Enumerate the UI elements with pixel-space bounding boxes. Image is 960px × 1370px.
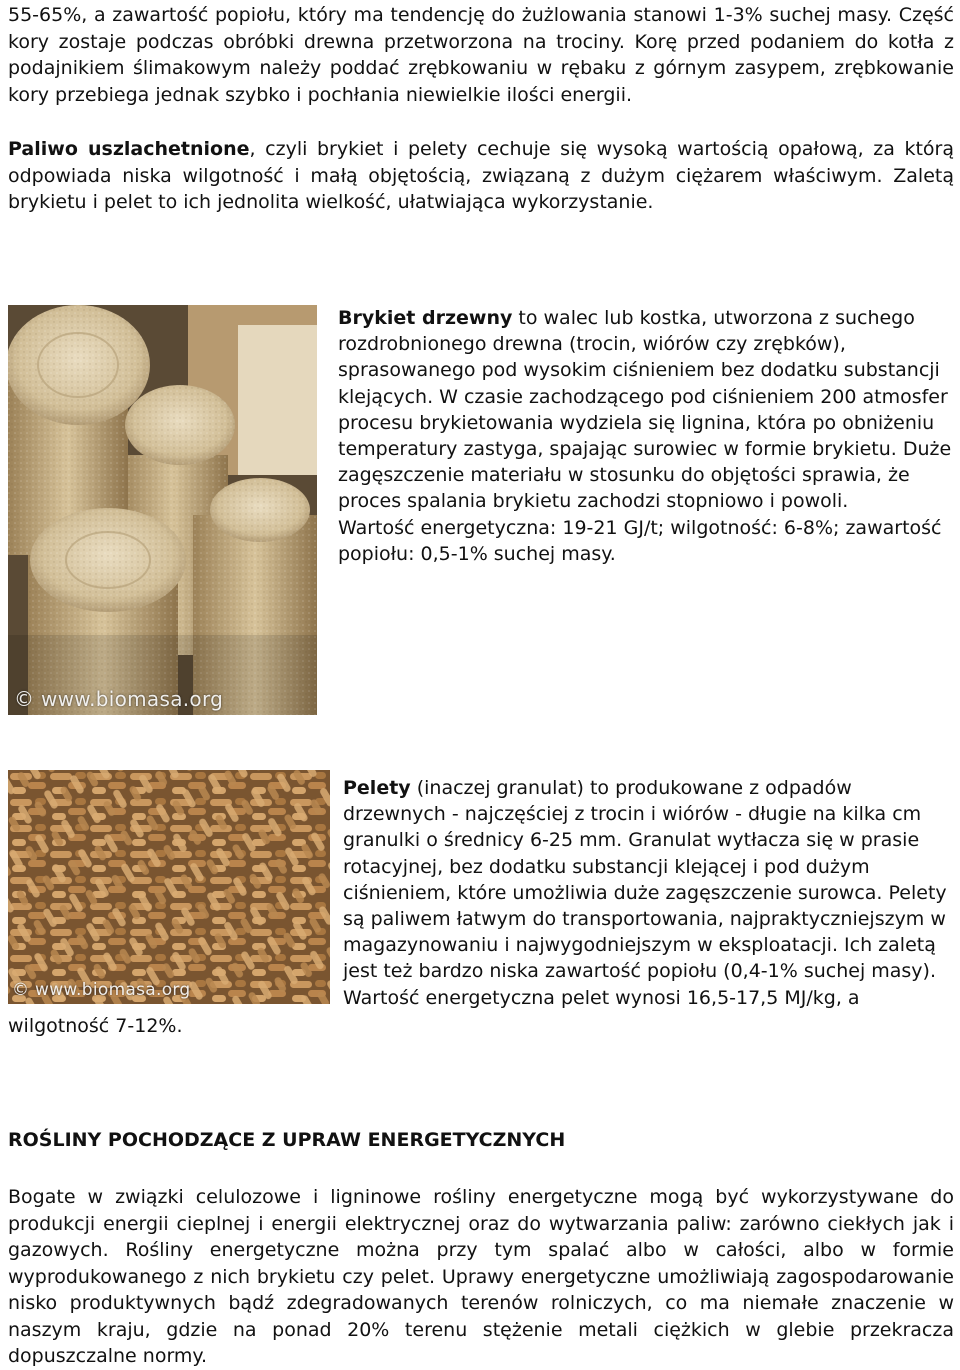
paragraph-refined-fuel xyxy=(8,136,954,216)
briquette-term: Brykiet drzewny xyxy=(338,307,513,329)
pellet-term: Pelety xyxy=(343,777,411,799)
paragraph-bark: 55-65%, a zawartość popiołu, który ma tendencję do żużlowania stanowi 1-3% suchej masy. Część kory zostaje podczas obróbki drewna przetworzona na trociny. Korę przed podaniem do kotła z podajnikiem ślimakowym należy poddać zrębkowaniu w rębaku z górnym zasypem, zrębkowanie kory przebiega jednak szybko i pochłania niewielkie ilości energii. xyxy=(8,4,954,106)
paragraph-energy-crops: Bogate w związki celulozowe i ligninowe rośliny energetyczne mogą być wykorzystywane do produkcji energii cieplnej i energii elektrycznej oraz do wytwarzania paliw: zarówno ciekłych jak i gazowych. Rośliny energetyczne można przy tym spalać albo w całości, albo w formie wyprodukowanego z nich brykietu czy pelet. Uprawy energetyczne umożliwiają zagospodarowanie nisko produktywnych bądź zdegradowanych terenów rolniczych, co ma niemałe znaczenie w naszym kraju, gdzie na ponad 20% terenu stężenie metali ciężkich w glebie przekracza dopuszczalne normy. xyxy=(8,1186,954,1367)
briquette-text: to walec lub kostka, utworzona z suchego rozdrobnionego drewna (trocin, wiórów czy zrębków), sprasowanego pod wysokim ciśnieniem bez dodatku substancji klejących. W czasie zachodzącego pod ciśnieniem 200 atmosfer procesu brykietowania wydziela się lignina, która po obniżeniu temperatury zastyga, spajając surowiec w formie brykietu. Duże zagęszczenie materiału w stosunku do objętości sprawia, że proces spalania brykietu zachodzi stopniowo i powoli. xyxy=(338,307,952,513)
briquette-watermark: © www.biomasa.org xyxy=(14,687,224,711)
pellet-watermark: © www.biomasa.org xyxy=(12,980,191,1000)
briquette-energy: Wartość energetyczna: 19-21 GJ/t; wilgotność: 6-8%; zawartość popiołu: 0,5-1% suchej masy. xyxy=(338,516,942,565)
pellet-text: (inaczej granulat) to produkowane z odpadów drzewnych - najczęściej z trocin i wiórów - długie na kilka cm granulki o średnicy 6-25 mm. Granulat wytłacza się w prasie rotacyjnej, bez dodatku substancji klejącej i pod dużym ciśnieniem, które umożliwia duże zagęszczenie surowca. Pelety są paliwem łatwym do transportowania, najpraktyczniejszym w magazynowaniu i najwygodniejszym w eksploatacji. Ich zaletą jest też bardzo niska zawartość popiołu (0,4-1% suchej masy). Wartość energetyczna pelet wynosi 16,5-17,5 MJ/kg, a xyxy=(343,777,947,1009)
refined-fuel-term: Paliwo uszlachetnione xyxy=(8,138,250,160)
briquette-photo xyxy=(8,305,317,715)
briquette-description xyxy=(338,305,954,567)
pellet-moisture: wilgotność 7-12%. xyxy=(8,1015,183,1037)
briquette-image xyxy=(8,305,317,715)
pellet-image xyxy=(8,770,330,1004)
pellet-photo xyxy=(8,770,330,1004)
refined-fuel-text: , czyli brykiet i pelety cechuje się wysoką wartością opałową, za którą odpowiada niska wilgotność i małą objętością, związaną z dużym ciężarem właściwym. Zaletą brykietu i pelet to ich jednolita wielkość, ułatwiająca wykorzystanie. xyxy=(8,138,954,213)
pellet-description xyxy=(343,775,954,1011)
section-heading: ROŚLINY POCHODZĄCE Z UPRAW ENERGETYCZNYCH xyxy=(8,1129,566,1151)
